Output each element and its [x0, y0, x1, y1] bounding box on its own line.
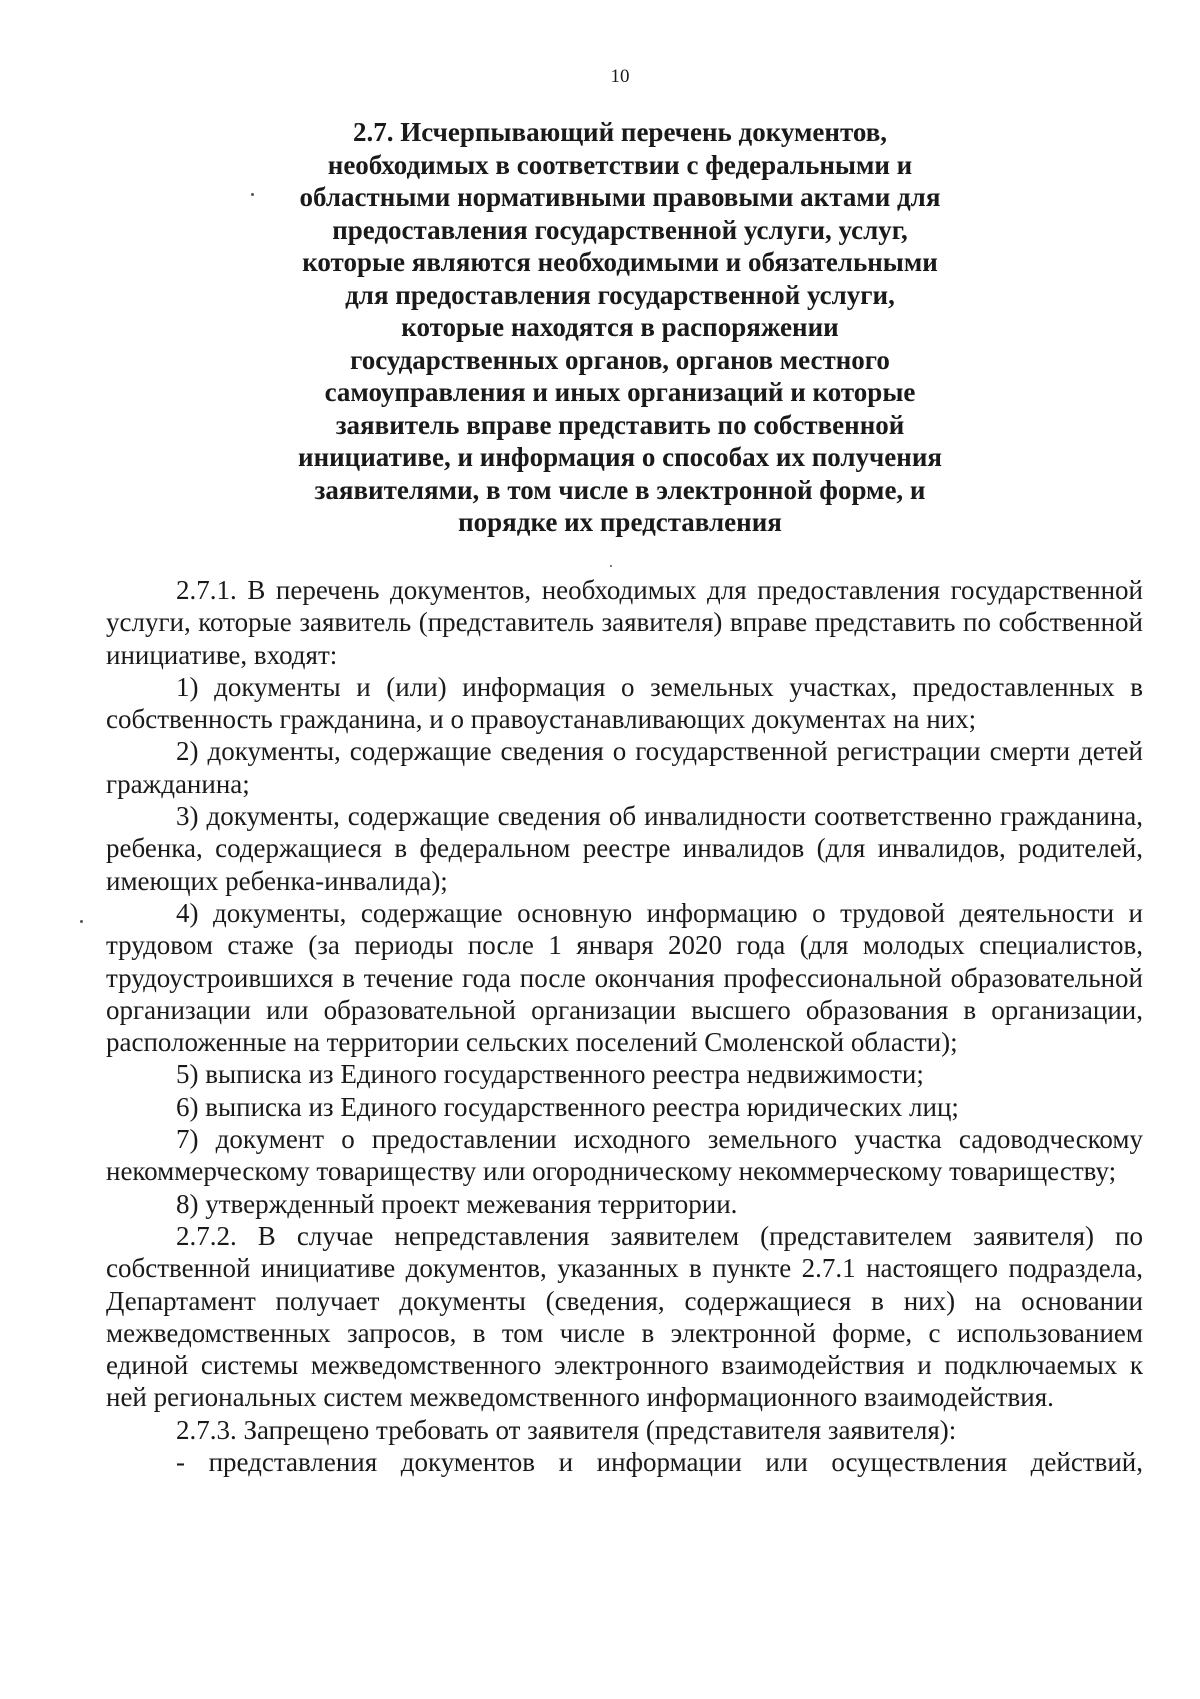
- paragraph-2-7-3: 2.7.3. Запрещено требовать от заявителя (представителя заявителя):: [176, 1414, 957, 1445]
- scan-speck: [251, 193, 254, 196]
- heading-line: инициативе, и информация о способах их получения: [298, 442, 942, 472]
- section-heading: [200, 116, 1040, 539]
- list-item-6: 6) выписка из Единого государственного реестра юридических лиц;: [176, 1091, 959, 1122]
- heading-line: которые являются необходимыми и обязательными: [302, 247, 938, 277]
- heading-line: государственных органов, органов местного: [350, 344, 890, 375]
- heading-line: заявителями, в том числе в электронной форме, и: [314, 474, 926, 505]
- heading-line: предоставления государственной услуги, услуг,: [332, 214, 908, 245]
- heading-line: самоуправления и иных организаций и которые: [324, 377, 916, 407]
- heading-line: которые находятся в распоряжении: [401, 312, 839, 342]
- list-item-2: 2) документы, содержащие сведения о государственной регистрации смерти детей гражданина;: [106, 736, 1143, 799]
- list-item-7: 7) документ о предоставлении исходного земельного участка садоводческому некоммерческому товариществу или огородническому некоммерческому товариществу;: [106, 1124, 1143, 1187]
- heading-line: для предоставления государственной услуги,: [345, 279, 895, 310]
- list-item-3: 3) документы, содержащие сведения об инвалидности соответственно гражданина, ребенка, содержащиеся в федеральном реестре инвалидов (для инвалидов, родителей, имеющих ребенка-инвалида);: [106, 801, 1143, 896]
- list-item-dash: - представления документов и информации или осуществления действий,: [176, 1447, 1143, 1478]
- scan-speck: [80, 920, 83, 923]
- list-item-5: 5) выписка из Единого государственного реестра недвижимости;: [176, 1059, 924, 1090]
- page-number: 10: [610, 66, 630, 87]
- heading-line: заявитель вправе представить по собственной: [335, 409, 905, 440]
- list-item-1: 1) документы и (или) информация о земельных участках, предоставленных в собственность гражданина, и о правоустанавливающих документах на них;: [106, 671, 1143, 735]
- paragraph-2-7-2: 2.7.2. В случае непредставления заявителем (представителем заявителя) по собственной инициативе документов, указанных в пункте 2.7.1 настоящего подраздела, Департамент получает документы (сведения, содержащиеся в них) на основании межведомственных запросов, в том числе в электронной форме, с использованием единой системы межведомственного электронного взаимодействия и подключаемых к ней региональных систем межведомственного информационного взаимодействия.: [106, 1220, 1143, 1413]
- heading-line: порядке их представления: [458, 507, 782, 537]
- list-item-8: 8) утвержденный проект межевания территории.: [176, 1188, 738, 1219]
- heading-line: необходимых в соответствии с федеральными и: [327, 149, 913, 180]
- heading-line: 2.7. Исчерпывающий перечень документов,: [352, 117, 888, 147]
- list-item-4: 4) документы, содержащие основную информацию о трудовой деятельности и трудовом стаже (за периоды после 1 января 2020 года (для молодых специалистов, трудоустроившихся в течение года после окончания профессиональной образовательной организации или образовательной организации высшего образования в организации, расположенные на территории сельских поселений Смоленской области);: [106, 897, 1143, 1058]
- paragraph-2-7-1: 2.7.1. В перечень документов, необходимых для предоставления государственной услуги, которые заявитель (представитель заявителя) вправе представить по собственной инициативе, входят:: [106, 575, 1143, 670]
- heading-line: областными нормативными правовыми актами для: [299, 182, 941, 212]
- scan-speck: [610, 565, 612, 567]
- document-body: [106, 574, 1143, 1478]
